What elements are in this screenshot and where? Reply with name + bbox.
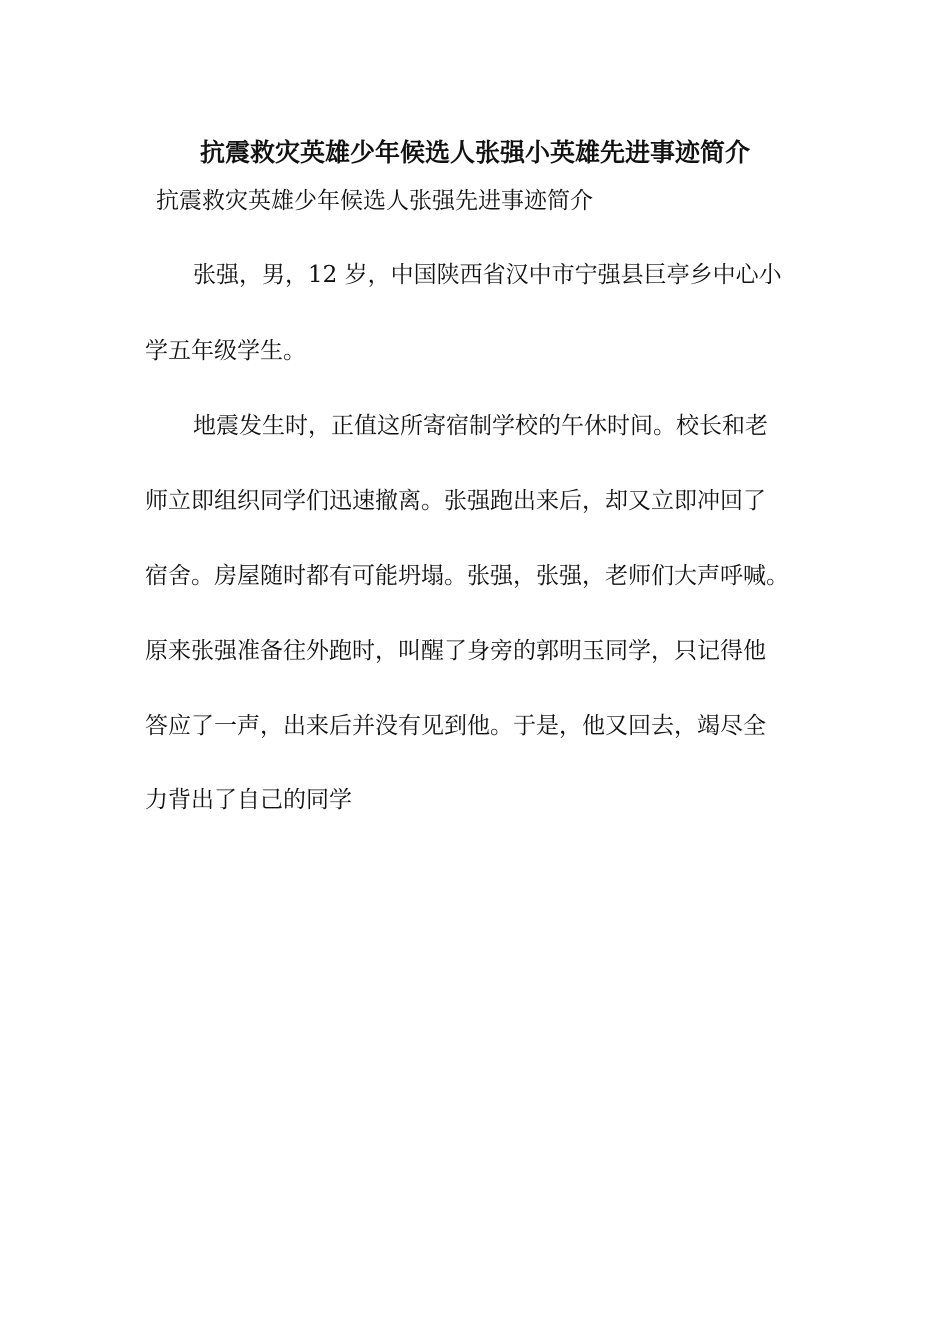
paragraph-2-line-2: 师立即组织同学们迅速撤离。张强跑出来后，却又立即冲回了 xyxy=(145,488,766,514)
document-title: 抗震救灾英雄少年候选人张强小英雄先进事迹简介 xyxy=(199,138,750,167)
paragraph-2-line-3: 宿舍。房屋随时都有可能坍塌。张强，张强，老师们大声呼喊。 xyxy=(145,563,789,589)
paragraph-2-line-5: 答应了一声，出来后并没有见到他。于是，他又回去，竭尽全 xyxy=(145,713,766,739)
paragraph-1-line-1: 张强，男，12 岁，中国陕西省汉中市宁强县巨亭乡中心小 xyxy=(193,262,782,288)
document-subtitle: 抗震救灾英雄少年候选人张强先进事迹简介 xyxy=(156,188,593,214)
paragraph-2-line-6: 力背出了自己的同学 xyxy=(145,787,352,813)
paragraph-1-line-2: 学五年级学生。 xyxy=(145,338,306,364)
paragraph-2-line-1: 地震发生时，正值这所寄宿制学校的午休时间。校长和老 xyxy=(193,413,768,439)
paragraph-2-line-4: 原来张强准备往外跑时，叫醒了身旁的郭明玉同学，只记得他 xyxy=(145,638,766,664)
